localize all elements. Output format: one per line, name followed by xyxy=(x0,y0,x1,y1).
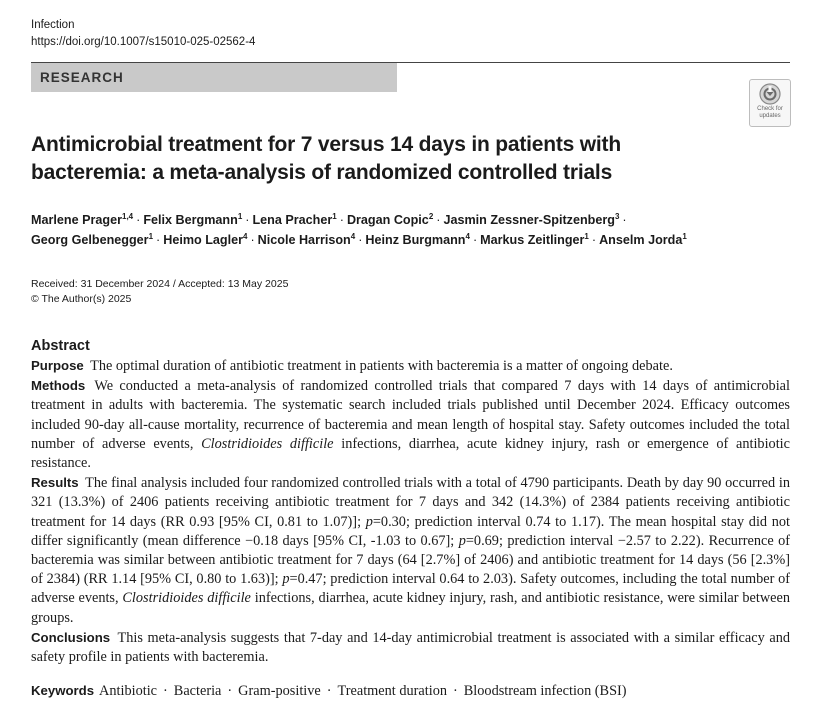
purpose-label: Purpose xyxy=(31,358,84,373)
abstract-heading: Abstract xyxy=(31,338,90,354)
author-affiliation: 4 xyxy=(350,232,356,241)
conclusions-text: This meta-analysis suggests that 7-day and 14-day antimicrobial treatment is associated with a similar efficacy and safety profile in patients with bacteremia. xyxy=(31,629,790,666)
author-affiliation: 1 xyxy=(584,232,589,241)
author-name[interactable]: Heinz Burgmann xyxy=(365,233,466,247)
badge-line1: Check for xyxy=(757,106,783,112)
check-for-updates-badge[interactable] xyxy=(749,79,791,127)
author-line-1 xyxy=(31,210,791,230)
methods-text-b: infections, diarrhea, acute kidney injury, rash or emergence of antibiotic resistance. xyxy=(31,435,790,472)
author-separator: · xyxy=(358,233,363,247)
methods-label: Methods xyxy=(31,378,86,394)
section-banner xyxy=(31,63,397,92)
abstract-methods xyxy=(31,376,790,473)
author-separator: · xyxy=(436,213,441,227)
keywords xyxy=(31,682,790,700)
results-p-2: p xyxy=(458,532,466,549)
section-label: RESEARCH xyxy=(40,70,124,85)
author-line-2 xyxy=(31,230,791,250)
update-icon xyxy=(756,82,784,106)
author-name[interactable]: Marlene Prager xyxy=(31,213,122,227)
author-name[interactable]: Heimo Lagler xyxy=(163,233,244,247)
journal-header xyxy=(31,17,255,51)
author-name[interactable]: Dragan Copic xyxy=(346,213,429,227)
author-separator: · xyxy=(245,213,250,227)
results-text-e: infections, diarrhea, acute kidney injury, rash, and antibiotic resistance, were similar between groups. xyxy=(31,590,790,626)
results-p-1: p xyxy=(365,513,373,530)
abstract-conclusions xyxy=(31,628,790,667)
keyword[interactable]: Bacteria xyxy=(173,683,222,699)
methods-organism: Clostridioides difficile xyxy=(201,435,334,452)
results-text-d: =0.47; prediction interval 0.64 to 2.03). Safety outcomes, including the total number of adverse events, xyxy=(31,571,790,607)
author-separator: · xyxy=(622,213,627,227)
abstract-results xyxy=(31,473,790,628)
author-name[interactable]: Anselm Jorda xyxy=(599,233,683,247)
author-affiliation: 3 xyxy=(614,212,620,221)
author-name[interactable]: Nicole Harrison xyxy=(257,233,351,247)
author-affiliation: 1 xyxy=(332,212,337,221)
author-separator: · xyxy=(250,233,255,247)
methods-text-a: We conducted a meta-analysis of randomized controlled trials that compared 7 days with 14 days of antimicrobial treatment in adults with bacteremia. The systematic search included trials published until December 2024. Efficacy outcomes included 90-day all-cause mortality, recurrence of bacteremia and mean length of hospital stay. Safety outcomes included the total number of adverse events, xyxy=(31,378,790,452)
received-accepted: Received: 31 December 2024 / Accepted: 13 May 2025 xyxy=(31,278,289,290)
conclusions-label: Conclusions xyxy=(31,629,111,645)
author-name[interactable]: Georg Gelbenegger xyxy=(31,233,149,247)
keyword[interactable]: Treatment duration xyxy=(337,683,447,699)
author-separator: · xyxy=(472,233,478,247)
copyright: © The Author(s) 2025 xyxy=(31,293,132,305)
results-organism: Clostridioides difficile xyxy=(122,590,251,607)
author-name[interactable]: Jasmin Zessner-Spitzenberg xyxy=(443,213,615,227)
title-line-1: Antimicrobial treatment for 7 versus 14 days in patients with xyxy=(31,133,621,156)
author-separator: · xyxy=(136,213,141,227)
purpose-text: The optimal duration of antibiotic treatment in patients with bacteremia is a matter of ongoing debate. xyxy=(90,358,673,374)
abstract-purpose xyxy=(31,356,790,376)
author-affiliation: 4 xyxy=(465,232,470,241)
keywords-label: Keywords xyxy=(31,683,95,698)
keyword-separator: · xyxy=(163,683,168,699)
results-p-3: p xyxy=(282,571,290,588)
author-separator: · xyxy=(156,233,161,247)
author-affiliation: 1 xyxy=(682,232,687,241)
author-affiliation: 1,4 xyxy=(122,212,134,221)
author-affiliation: 1 xyxy=(148,232,154,241)
keyword[interactable]: Bloodstream infection (BSI) xyxy=(463,683,627,699)
journal-name: Infection xyxy=(31,19,75,31)
keyword-list xyxy=(99,682,627,699)
publication-dates xyxy=(31,277,288,307)
author-affiliation: 2 xyxy=(428,212,434,221)
badge-line2: updates xyxy=(759,113,781,119)
author-list xyxy=(31,210,791,250)
author-separator: · xyxy=(591,233,597,247)
keyword-separator: · xyxy=(227,683,233,699)
keyword-separator: · xyxy=(453,683,458,699)
keyword[interactable]: Antibiotic xyxy=(99,683,158,699)
article-title xyxy=(31,131,731,187)
keyword[interactable]: Gram-positive xyxy=(238,683,321,699)
author-separator: · xyxy=(339,213,344,227)
author-affiliation: 1 xyxy=(237,212,243,221)
abstract xyxy=(31,337,790,667)
results-text-b: =0.30; prediction interval 0.74 to 1.17). The mean hospital stay did not differ significantly (mean difference −0.18 days [95% CI, -1.03 to 0.67]; xyxy=(31,513,790,549)
doi-link[interactable]: https://doi.org/10.1007/s15010-025-02562-4 xyxy=(31,36,256,48)
results-text-a: The final analysis included four randomized controlled trials with a total of 4790 participants. Death by day 90 occurred in 321 (13.3%) of 2406 patients receiving antibiotic treatment for 7 days and 342 (14.3%) of 2384 patients receiving antibiotic treatment for 14 days (RR 0.93 [95% CI, 0.81 to 1.07)]; xyxy=(31,475,790,530)
results-text-c: =0.69; prediction interval −2.57 to 2.22). Recurrence of bacteremia was similar between antibiotic treatment for 7 days (64 [2.7%] of 2406) and antibiotic treatment for 14 days (56 [2.3%] of 2384) (RR 1.14 [95% CI, 0.80 to 1.63)]; xyxy=(31,532,790,588)
author-name[interactable]: Markus Zeitlinger xyxy=(480,233,585,247)
author-affiliation: 4 xyxy=(243,232,248,241)
results-label: Results xyxy=(31,475,79,491)
title-line-2: bacteremia: a meta-analysis of randomized controlled trials xyxy=(31,161,613,184)
keyword-separator: · xyxy=(326,683,332,699)
author-name[interactable]: Felix Bergmann xyxy=(143,213,238,227)
author-name[interactable]: Lena Pracher xyxy=(252,213,333,227)
